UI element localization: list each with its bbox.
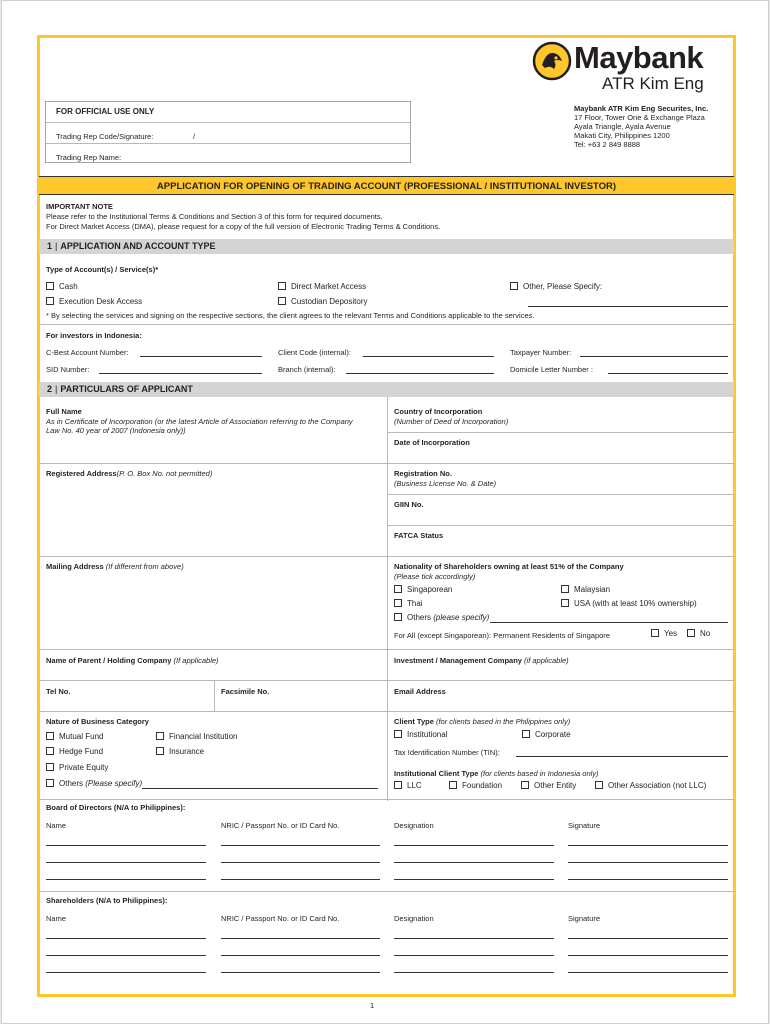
fatca-label: FATCA Status: [394, 531, 444, 540]
board-row-line[interactable]: [221, 845, 380, 846]
option-execution-desk[interactable]: [46, 297, 142, 307]
shareholder-row-line[interactable]: [568, 972, 728, 973]
other-specify-line[interactable]: [528, 306, 728, 307]
shareholder-row-line[interactable]: [568, 955, 728, 956]
checkbox[interactable]: [394, 599, 402, 607]
official-use-box: [45, 101, 411, 163]
investment-company-note: (if applicable): [524, 656, 569, 665]
company-address: [574, 104, 734, 149]
shareholders-col-name: Name: [46, 914, 67, 923]
option-note: (Please specify): [85, 779, 143, 788]
yellow-frame-bottom: [37, 994, 736, 997]
nature-hedge-fund[interactable]: [46, 747, 103, 757]
nat-singaporean[interactable]: [394, 585, 452, 595]
parent-company-title: Name of Parent / Holding Company: [46, 656, 172, 665]
board-row-line[interactable]: [394, 845, 554, 846]
logo-brand: Maybank: [574, 40, 704, 75]
company-name: Maybank ATR Kim Eng Securites, Inc.: [574, 104, 709, 113]
pr-yes[interactable]: [651, 629, 677, 639]
shareholder-row-line[interactable]: [46, 938, 206, 939]
option-note: (please specify): [433, 613, 490, 622]
nature-mutual-fund[interactable]: [46, 732, 103, 742]
nationality-note: (Please tick accordingly): [394, 572, 476, 581]
checkbox[interactable]: [278, 282, 286, 290]
shareholder-row-line[interactable]: [221, 938, 380, 939]
board-row-line[interactable]: [46, 862, 206, 863]
section-1-separator: |: [55, 241, 58, 251]
checkbox[interactable]: [394, 585, 402, 593]
sid-input[interactable]: [99, 373, 262, 374]
tel-label: Tel No.: [46, 687, 71, 696]
option-label: Yes: [664, 629, 678, 638]
option-custodian[interactable]: [278, 297, 367, 307]
client-type-label: [394, 717, 570, 726]
country-label: Country of Incorporation: [394, 407, 483, 416]
investment-company-label: [394, 656, 569, 665]
board-col-id: NRIC / Passport No. or ID Card No.: [221, 821, 340, 830]
board-row-line[interactable]: [568, 845, 728, 846]
checkbox[interactable]: [561, 585, 569, 593]
registration-no-note: (Business License No. & Date): [394, 479, 497, 488]
section-1-header: [39, 239, 734, 254]
option-label: Corporate: [535, 730, 571, 739]
rep-code-label: Trading Rep Code/Signature:: [56, 132, 154, 141]
section-2-number: 2: [47, 384, 53, 394]
company-address-line-3: Makati City, Philippines 1200: [574, 131, 670, 140]
option-label: Execution Desk Access: [59, 297, 143, 306]
checkbox[interactable]: [449, 781, 457, 789]
inst-type-note: (for clients based in Indonesia only): [480, 769, 599, 778]
checkbox[interactable]: [46, 763, 54, 771]
mailing-address-title: Mailing Address: [46, 562, 104, 571]
tin-input[interactable]: [516, 756, 728, 757]
checkbox[interactable]: [46, 747, 54, 755]
company-address-line-1: 17 Floor, Tower One & Exchange Plaza: [574, 113, 705, 122]
rep-name-label: Trading Rep Name:: [56, 153, 122, 162]
email-label: Email Address: [394, 687, 446, 696]
checkbox[interactable]: [394, 781, 402, 789]
note-line-1: Please refer to the Institutional Terms & Conditions and Section 3 of this form for required documents.: [46, 212, 383, 221]
inst-foundation[interactable]: [449, 781, 502, 791]
form-page: [1, 0, 769, 1024]
date-incorporation-label: Date of Incorporation: [394, 438, 470, 447]
note-heading: IMPORTANT NOTE: [46, 202, 113, 211]
section-2-header: [39, 382, 734, 397]
board-col-designation: Designation: [394, 821, 434, 830]
checkbox[interactable]: [521, 781, 529, 789]
nature-private-equity[interactable]: [46, 763, 108, 773]
nature-financial-institution[interactable]: [156, 732, 237, 742]
option-label: Singaporean: [407, 585, 453, 594]
option-label: Other Association (not LLC): [608, 781, 707, 790]
inst-other-entity[interactable]: [521, 781, 576, 791]
company-address-line-2: Ayala Triangle, Ayala Avenue: [574, 122, 671, 131]
cbest-input[interactable]: [140, 356, 262, 357]
domicile-label: Domicile Letter Number :: [510, 365, 593, 374]
section-1-title: APPLICATION AND ACCOUNT TYPE: [60, 241, 216, 251]
shareholder-row-line[interactable]: [568, 938, 728, 939]
nat-others[interactable]: [394, 613, 489, 623]
checkbox[interactable]: [561, 599, 569, 607]
page-number: 1: [370, 1001, 375, 1010]
option-label: Mutual Fund: [59, 732, 104, 741]
mailing-address-label: [46, 562, 184, 571]
country-note: (Number of Deed of Incorporation): [394, 417, 509, 426]
registered-address-label: [46, 469, 212, 478]
board-row-line[interactable]: [46, 879, 206, 880]
checkbox[interactable]: [46, 282, 54, 290]
board-row-line[interactable]: [221, 862, 380, 863]
logo: [532, 41, 727, 96]
shareholders-col-designation: Designation: [394, 914, 434, 923]
board-col-name: Name: [46, 821, 67, 830]
option-label: Financial Institution: [169, 732, 238, 741]
shareholder-row-line[interactable]: [221, 972, 380, 973]
domicile-input[interactable]: [608, 373, 728, 374]
board-row-line[interactable]: [394, 879, 554, 880]
option-label: LLC: [407, 781, 422, 790]
nature-business-label: Nature of Business Category: [46, 717, 149, 726]
client-code-input[interactable]: [363, 356, 494, 357]
option-label: Other Entity: [534, 781, 577, 790]
board-row-line[interactable]: [568, 862, 728, 863]
checkbox[interactable]: [522, 730, 530, 738]
services-footnote: * By selecting the services and signing on the respective sections, the client agrees to the relevant Terms and Conditions applicable to the services.: [46, 311, 535, 320]
nat-thai[interactable]: [394, 599, 423, 609]
pr-question: For All (except Singaporean): Permanent Residents of Singapore: [394, 631, 610, 640]
client-type-title: Client Type: [394, 717, 434, 726]
board-row-line[interactable]: [46, 845, 206, 846]
client-institutional[interactable]: [394, 730, 447, 740]
shareholder-row-line[interactable]: [46, 972, 206, 973]
account-type-label: Type of Account(s) / Service(s)*: [46, 265, 159, 274]
client-corporate[interactable]: [522, 730, 571, 740]
option-label: No: [700, 629, 711, 638]
indonesia-heading: For investors in Indonesia:: [46, 331, 142, 340]
checkbox[interactable]: [46, 297, 54, 305]
checkbox[interactable]: [46, 779, 54, 787]
client-code-label: Client Code (internal):: [278, 348, 351, 357]
parent-company-note: (If applicable): [173, 656, 219, 665]
tin-label: Tax Identification Number (TIN):: [394, 748, 500, 757]
option-label: Others: [407, 613, 432, 622]
checkbox[interactable]: [651, 629, 659, 637]
section-2-separator: |: [55, 384, 58, 394]
shareholder-row-line[interactable]: [394, 972, 554, 973]
company-tel: Tel: +63 2 849 8888: [574, 140, 641, 149]
checkbox[interactable]: [394, 730, 402, 738]
branch-label: Branch (internal):: [278, 365, 336, 374]
shareholder-row-line[interactable]: [221, 955, 380, 956]
taxpayer-input[interactable]: [580, 356, 728, 357]
full-name-note: As in Certificate of Incorporation (or the latest Article of Association referring to the Company Law No. 40 year of 2007 (Indonesia only)): [46, 417, 353, 435]
option-label: Thai: [407, 599, 423, 608]
rep-code-separator: /: [193, 132, 196, 141]
registered-address-note: (P. O. Box No. not permitted): [116, 469, 213, 478]
inst-llc[interactable]: [394, 781, 422, 791]
option-dma[interactable]: [278, 282, 366, 292]
sid-label: SID Number:: [46, 365, 90, 374]
form-title: APPLICATION FOR OPENING OF TRADING ACCOUNT (PROFESSIONAL / INSTITUTIONAL INVESTOR): [39, 176, 734, 195]
yellow-frame-top: [37, 35, 736, 38]
checkbox[interactable]: [156, 747, 164, 755]
nature-others[interactable]: [46, 779, 142, 789]
board-heading: Board of Directors (N/A to Philippines):: [46, 803, 186, 812]
nat-others-input[interactable]: [490, 622, 728, 623]
inst-type-title: Institutional Client Type: [394, 769, 479, 778]
full-name-label: Full Name: [46, 407, 82, 416]
nature-others-input[interactable]: [142, 788, 378, 789]
inst-type-label: [394, 769, 599, 778]
nationality-label: Nationality of Shareholders owning at least 51% of the Company: [394, 562, 624, 571]
board-row-line[interactable]: [221, 879, 380, 880]
board-col-signature: Signature: [568, 821, 601, 830]
inst-other-association[interactable]: [595, 781, 706, 791]
option-label: USA (with at least 10% ownership): [574, 599, 697, 608]
cbest-label: C-Best Account Number:: [46, 348, 129, 357]
option-label: Foundation: [462, 781, 503, 790]
checkbox[interactable]: [595, 781, 603, 789]
option-label: Insurance: [169, 747, 205, 756]
shareholder-row-line[interactable]: [394, 955, 554, 956]
checkbox[interactable]: [687, 629, 695, 637]
board-row-line[interactable]: [568, 879, 728, 880]
shareholder-row-line[interactable]: [46, 955, 206, 956]
shareholders-col-id: NRIC / Passport No. or ID Card No.: [221, 914, 340, 923]
official-use-heading: FOR OFFICIAL USE ONLY: [56, 107, 155, 116]
client-type-note: (for clients based in the Philippines only): [435, 717, 571, 726]
mailing-address-note: (If different from above): [105, 562, 184, 571]
checkbox[interactable]: [394, 613, 402, 621]
option-other[interactable]: [510, 282, 602, 292]
option-label: Cash: [59, 282, 78, 291]
nat-malaysian[interactable]: [561, 585, 610, 595]
registration-no-label: Registration No.: [394, 469, 452, 478]
section-1-number: 1: [47, 241, 53, 251]
pr-no[interactable]: [687, 629, 710, 639]
option-label: Institutional: [407, 730, 448, 739]
nature-insurance[interactable]: [156, 747, 204, 757]
option-cash[interactable]: [46, 282, 78, 292]
checkbox[interactable]: [278, 297, 286, 305]
giin-label: GIIN No.: [394, 500, 424, 509]
fax-label: Facsimile No.: [221, 687, 270, 696]
option-label: Other, Please Specify:: [523, 282, 603, 291]
note-line-2: For Direct Market Access (DMA), please request for a copy of the full version of Electronic Trading Terms & Conditions.: [46, 222, 441, 231]
checkbox[interactable]: [510, 282, 518, 290]
nat-usa[interactable]: [561, 599, 697, 609]
option-label: Hedge Fund: [59, 747, 104, 756]
checkbox[interactable]: [46, 732, 54, 740]
logo-sub: ATR Kim Eng: [602, 74, 704, 93]
option-label: Custodian Depository: [291, 297, 368, 306]
parent-company-label: [46, 656, 219, 665]
option-label: Others: [59, 779, 84, 788]
option-label: Private Equity: [59, 763, 109, 772]
checkbox[interactable]: [156, 732, 164, 740]
option-label: Direct Market Access: [291, 282, 367, 291]
shareholders-heading: Shareholders (N/A to Philippines):: [46, 896, 168, 905]
shareholder-row-line[interactable]: [394, 938, 554, 939]
option-label: Malaysian: [574, 585, 611, 594]
taxpayer-label: Taxpayer Number:: [510, 348, 572, 357]
shareholders-col-signature: Signature: [568, 914, 601, 923]
section-2-title: PARTICULARS OF APPLICANT: [60, 384, 193, 394]
branch-input[interactable]: [346, 373, 494, 374]
registered-address-title: Registered Address: [46, 469, 117, 478]
board-row-line[interactable]: [394, 862, 554, 863]
investment-company-title: Investment / Management Company: [394, 656, 522, 665]
tiger-emblem-icon: [532, 41, 572, 81]
